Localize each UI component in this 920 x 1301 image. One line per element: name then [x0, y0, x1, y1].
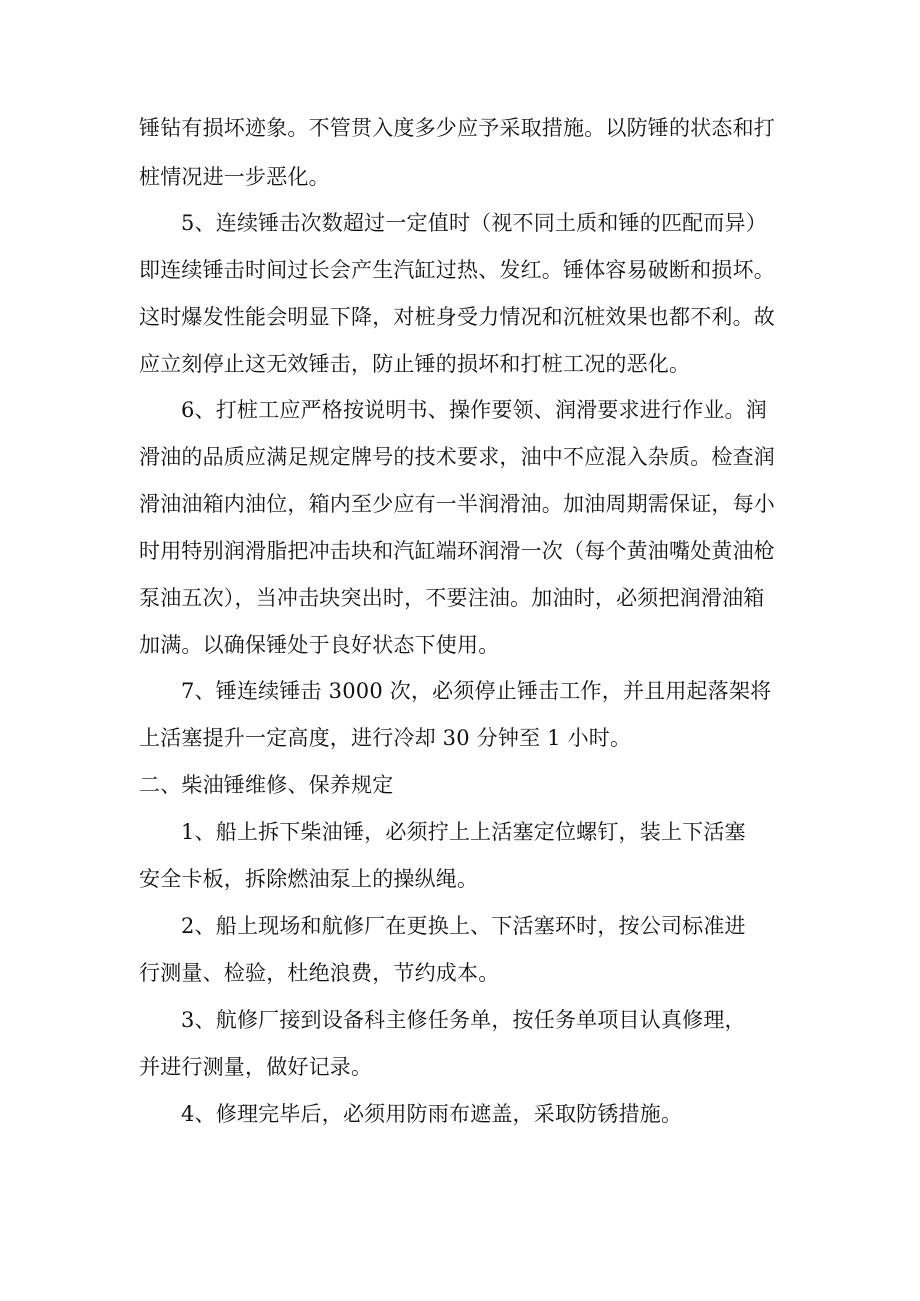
text-line: 滑油油箱内油位，箱内至少应有一半润滑油。加油周期需保证，每小: [139, 492, 775, 516]
text-line: 3、航修厂接到设备科主修任务单，按任务单项目认真修理，: [181, 1008, 746, 1032]
text-line: 滑油的品质应满足规定牌号的技术要求，油中不应混入杂质。检查润: [139, 445, 775, 469]
text-line: 4、修理完毕后，必须用防雨布遮盖，采取防锈措施。: [181, 1102, 683, 1126]
text-line: 这时爆发性能会明显下降，对桩身受力情况和沉桩效果也都不利。故: [139, 305, 775, 329]
text-line: 2、船上现场和航修厂在更换上、下活塞环时，按公司标准进: [181, 914, 746, 938]
text-line: 6、打桩工应严格按说明书、操作要领、润滑要求进行作业。润: [181, 398, 767, 422]
text-line: 安全卡板，拆除燃油泵上的操纵绳。: [139, 867, 479, 891]
text-line: 加满。以确保锤处于良好状态下使用。: [139, 633, 500, 657]
text-line: 5、连续锤击次数超过一定值时（视不同土质和锤的匹配而异）: [181, 211, 767, 235]
text-line: 时用特别润滑脂把冲击块和汽缸端环润滑一次（每个黄油嘴处黄油枪: [139, 539, 775, 563]
text-line: 1、船上拆下柴油锤，必须拧上上活塞定位螺钉，装上下活塞: [181, 820, 746, 844]
text-line: 泵油五次），当冲击块突出时，不要注油。加油时，必须把润滑油箱: [139, 586, 765, 610]
text-line: 锤钻有损坏迹象。不管贯入度多少应予采取措施。以防锤的状态和打: [139, 116, 775, 140]
text-line: 7、锤连续锤击 3000 次，必须停止锤击工作，并且用起落架将: [181, 679, 772, 703]
text-line: 并进行测量，做好记录。: [139, 1055, 373, 1079]
text-line: 即连续锤击时间过长会产生汽缸过热、发红。锤体容易破断和损坏。: [139, 258, 775, 282]
text-line: 上活塞提升一定高度，进行冷却 30 分钟至 1 小时。: [139, 726, 632, 750]
text-line: 桩情况进一步恶化。: [139, 165, 330, 189]
text-line: 行测量、检验，杜绝浪费，节约成本。: [139, 961, 500, 985]
section-heading: 二、柴油锤维修、保养规定: [139, 773, 394, 797]
text-line: 应立刻停止这无效锤击，防止锤的损坏和打桩工况的恶化。: [139, 352, 691, 376]
